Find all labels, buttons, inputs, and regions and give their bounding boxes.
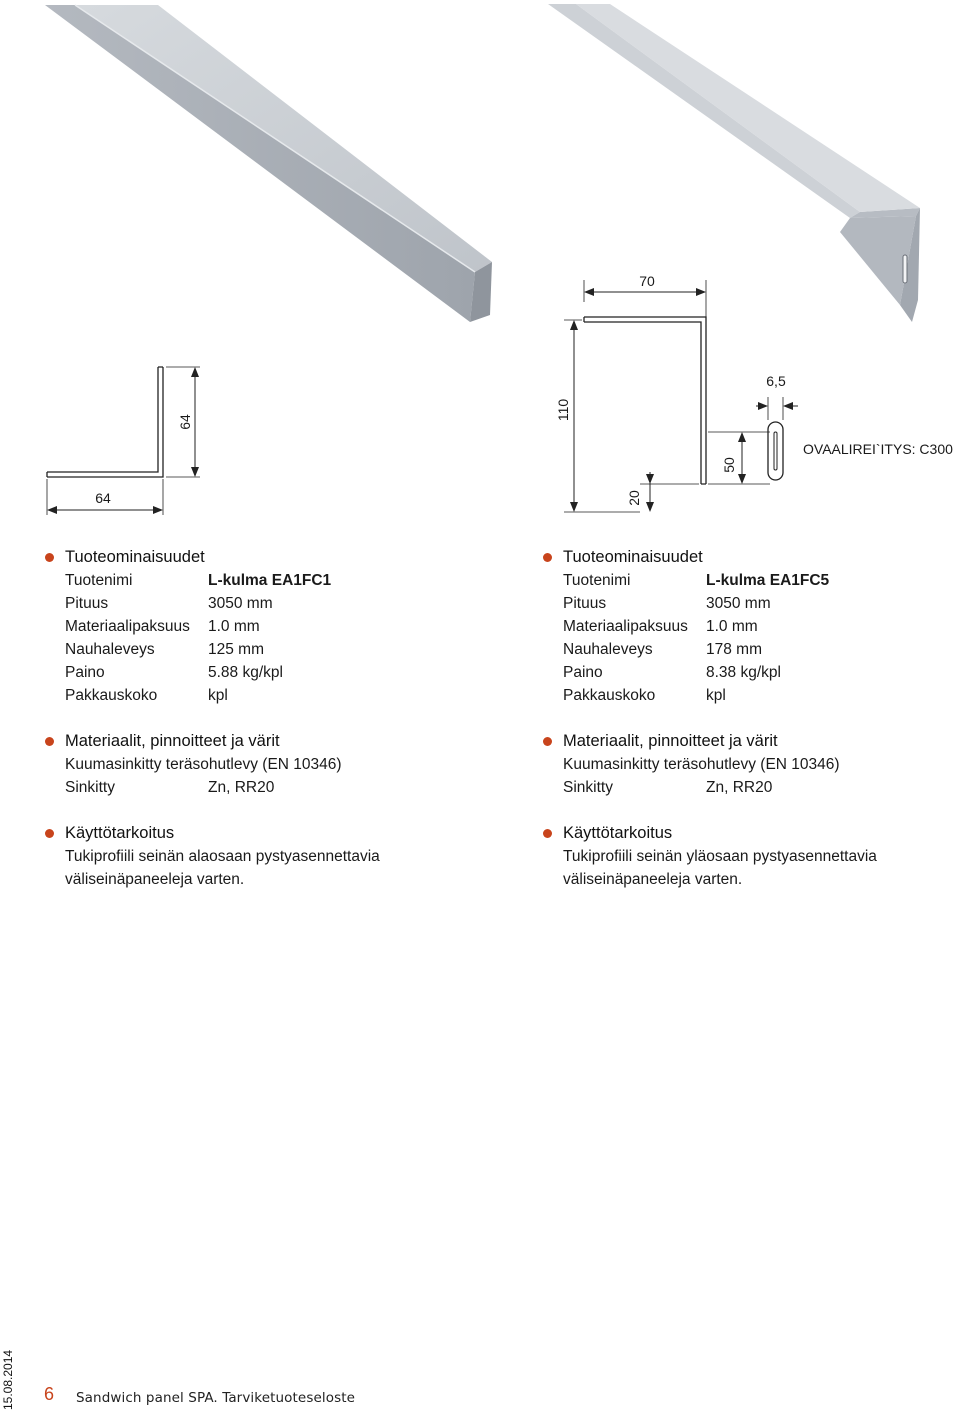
usage-line: Tukiprofiili seinän alaosaan pystyasennettavia [65,848,380,865]
property-label: Tuotenimi [65,572,133,589]
property-row [65,638,445,661]
property-value: 8.38 kg/kpl [706,664,781,681]
slot-label: OVAALIREI`ITYS: C300 [803,441,953,457]
right-dim-slot-pos: 50 [721,457,737,473]
right-dim-height: 110 [555,398,571,422]
page-number: 6 [44,1384,55,1404]
property-value: kpl [208,687,228,704]
property-label: Pakkauskoko [65,687,158,704]
product-name: L-kulma EA1FC5 [706,572,830,589]
left-materials [45,730,445,799]
property-row [563,684,943,707]
property-value: 1.0 mm [706,618,758,635]
right-product-column [543,546,943,891]
usage-line: Tukiprofiili seinän yläosaan pystyasennettavia [563,848,877,865]
section-heading: Tuoteominaisuudet [563,548,703,566]
left-section-drawing [40,355,220,525]
left-usage [45,822,445,891]
property-label: Nauhaleveys [65,641,155,658]
property-value: 3050 mm [706,595,771,612]
property-label: Pituus [563,595,607,612]
right-dim-lower: 20 [626,490,642,506]
property-value: 5.88 kg/kpl [208,664,283,681]
section-heading: Tuoteominaisuudet [65,548,205,566]
right-usage [543,822,943,891]
property-value: 178 mm [706,641,762,658]
bullet-icon [45,737,54,746]
section-heading: Käyttötarkoitus [563,824,673,842]
property-row [65,615,445,638]
left-profile-render [40,0,500,330]
usage-line: väliseinäpaneeleja varten. [65,871,245,888]
property-label: Nauhaleveys [563,641,653,658]
property-value: 3050 mm [208,595,273,612]
bullet-icon [543,553,552,562]
material-value: Zn, RR20 [706,779,773,796]
property-row [65,661,445,684]
left-dim-width: 64 [95,490,111,506]
property-label: Pakkauskoko [563,687,656,704]
property-row [563,638,943,661]
property-label: Materiaalipaksuus [563,618,688,635]
right-properties [543,546,943,707]
property-value: kpl [706,687,726,704]
property-label: Paino [65,664,105,681]
property-label: Tuotenimi [563,572,631,589]
property-label: Materiaalipaksuus [65,618,190,635]
bullet-icon [45,553,54,562]
left-product-column [45,546,445,891]
section-heading: Materiaalit, pinnoitteet ja värit [65,732,280,750]
property-value: 125 mm [208,641,264,658]
property-row [563,615,943,638]
right-section-drawing [560,262,830,522]
footer-date: 15.08.2014 [1,1349,15,1410]
material-row [65,776,445,799]
section-heading: Materiaalit, pinnoitteet ja värit [563,732,778,750]
property-value: 1.0 mm [208,618,260,635]
property-row [563,569,943,592]
bullet-icon [543,737,552,746]
bullet-icon [543,829,552,838]
footer-title: Sandwich panel SPA. Tarviketuoteseloste [76,1390,356,1406]
right-materials [543,730,943,799]
left-properties [45,546,445,707]
property-row [65,569,445,592]
material-value: Zn, RR20 [208,779,275,796]
property-label: Pituus [65,595,109,612]
right-dim-width: 70 [639,273,655,289]
material-label: Sinkitty [65,779,115,796]
property-row [65,684,445,707]
right-dim-slot-width: 6,5 [766,373,786,389]
material-row [563,776,943,799]
product-name: L-kulma EA1FC1 [208,572,332,589]
property-row [65,592,445,615]
section-heading: Käyttötarkoitus [65,824,175,842]
material-line: Kuumasinkitty teräsohutlevy (EN 10346) [65,756,342,773]
usage-line: väliseinäpaneeleja varten. [563,871,743,888]
bullet-icon [45,829,54,838]
property-row [563,592,943,615]
material-label: Sinkitty [563,779,613,796]
property-row [563,661,943,684]
material-line: Kuumasinkitty teräsohutlevy (EN 10346) [563,756,840,773]
property-label: Paino [563,664,603,681]
left-dim-height: 64 [177,414,193,430]
